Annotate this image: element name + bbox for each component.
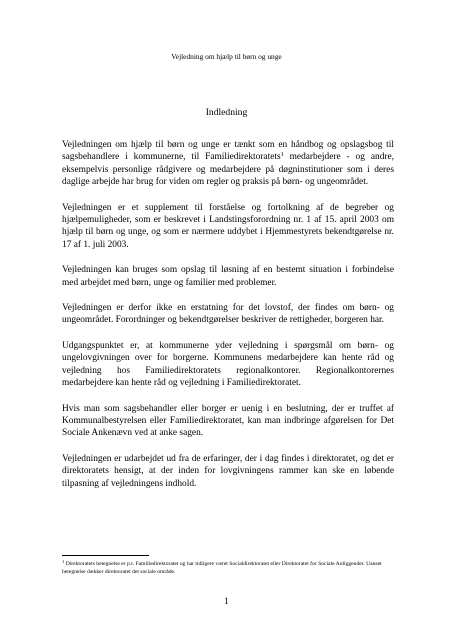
paragraph-text: medarbejdere - og andre, eksempelvis personlige rådgivere og medarbejdere på døgninstitutioner som i deres daglige arbejde har brug for viden om regler og praksis på børn- og ungeområdet. <box>62 152 395 188</box>
footnote-divider <box>62 555 149 556</box>
paragraph: Vejledningen er udarbejdet ud fra de erfaringer, der i dag findes i direktoratet, og det er direktoratets hensigt, at der inden for lovgivningens rammer kan ske en løbende tilpasning af vejledningens indhold. <box>62 453 394 489</box>
page-number: 1 <box>224 597 229 607</box>
paragraph: Hvis man som sagsbehandler eller borger er uenig i en beslutning, der er truffet af Kommunalbestyrelsen eller Familiedirektoratet, kan man indbringe afgørelsen for Det Sociale Ankenævn ved at anke sagen. <box>62 403 394 439</box>
footnote <box>62 560 392 576</box>
paragraph: Udgangspunktet er, at kommunerne yder vejledning i spørgsmål om børn- og ungelovgivningen over for borgerne. Kommunens medarbejdere kan hente råd og vejledning hos Familiedirektoratets regionalkontorer. Regionalkontorernes medarbejdere kan hente råd og vejledning i Familiedirektoratet. <box>62 340 394 389</box>
paragraph: Vejledningen kan bruges som opslag til løsning af en bestemt situation i forbindelse med arbejdet med børn, unge og familier med problemer. <box>62 265 394 288</box>
paragraph: Vejledningen er et supplement til forståelse og fortolkning af de begreber og hjælpemuligheder, som er beskrevet i Landstingsforordning nr. 1 af 15. april 2003 om hjælp til børn og unge, og som er nærmere uddybet i Hjemmestyrets bekendtgørelse nr. 17 af 1. juli 2003. <box>62 202 394 250</box>
paragraph-text: Vejledningen om hjælp til børn og unge er tænkt som en håndbog og opslagsbog til sagsbehandlere i kommunerne, til Familiedirektoratets <box>62 140 394 163</box>
body-text <box>62 139 394 503</box>
footnote-marker: 1 <box>62 559 65 564</box>
running-header: Vejledning om hjælp til børn og unge <box>171 52 282 61</box>
footnote-reference[interactable]: 1 <box>280 151 284 159</box>
paragraph <box>62 139 394 189</box>
footnote-text: Direktoratets betegnelse er p.t. Familiedirektoratet og har tidligere været Socialdirektoratet eller Direktoratet for Sociale Anliggender. Uanset betegnelse dækker direktoratet det sociale område. <box>62 561 382 576</box>
paragraph: Vejledningen er derfor ikke en erstatning for det lovstof, der findes om børn- og ungeområdet. Forordninger og bekendtgørelser beskriver de rettigheder, borgeren har. <box>62 303 394 326</box>
section-heading: Indledning <box>205 107 248 118</box>
